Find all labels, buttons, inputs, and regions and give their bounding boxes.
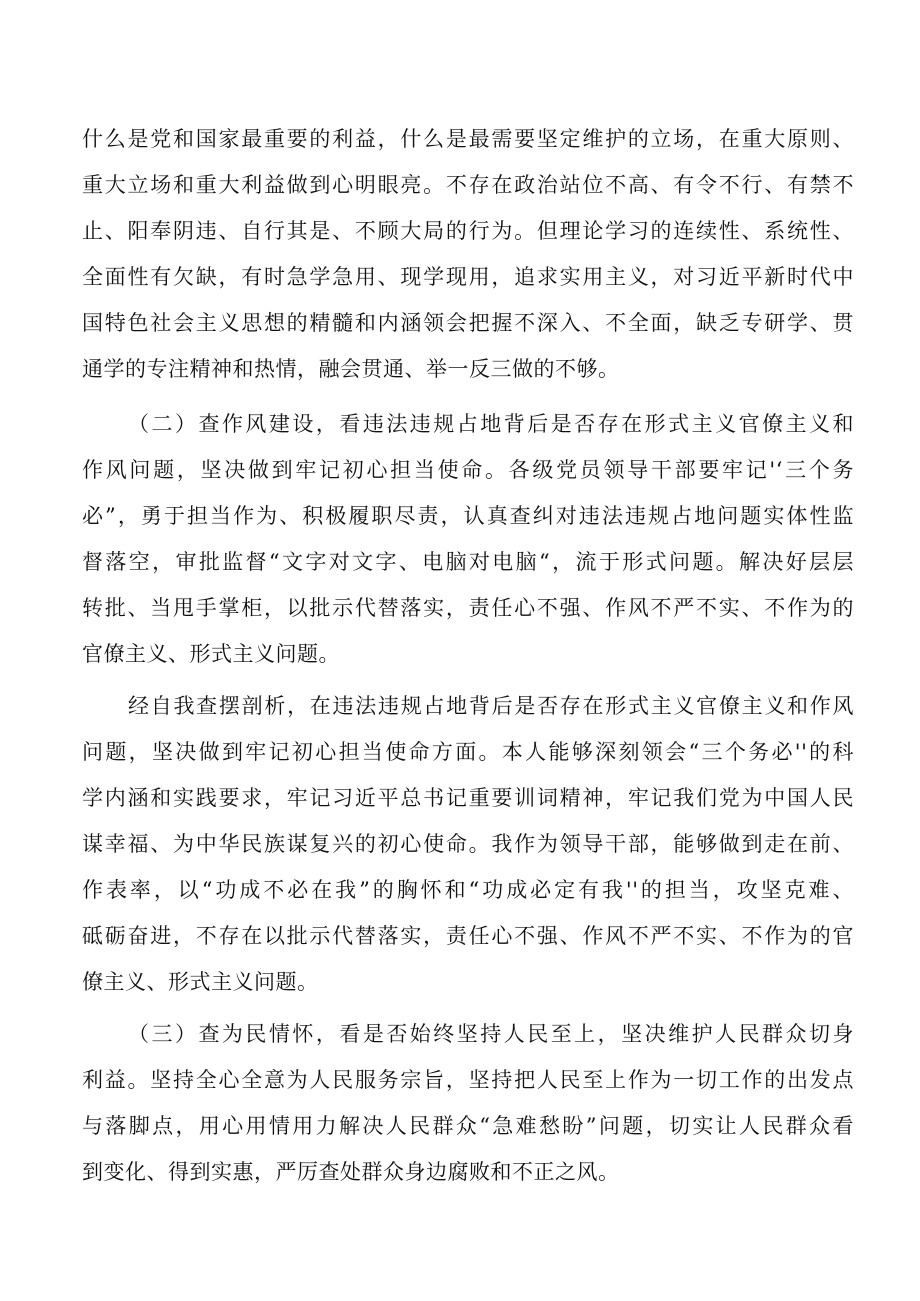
paragraph-2 xyxy=(82,401,854,677)
text-line: 国特色社会主义思想的精髓和内涵领会把握不深入、不全面，缺乏专研学、贯 xyxy=(82,311,854,335)
text-line: 督落空，审批监督“文字对文字、电脑对电脑“，流于形式问题。解决好层层 xyxy=(82,550,854,574)
paragraph-1 xyxy=(82,116,854,392)
text-line: 经自我查摆剖析，在违法违规占地背后是否存在形式主义官僚主义和作风 xyxy=(128,694,854,718)
text-line: 问题，坚决做到牢记初心担当使命方面。本人能够深刻领会“三个务必''的科 xyxy=(82,740,854,764)
text-line: 僚主义、形式主义问题。 xyxy=(82,970,319,994)
text-line: 学内涵和实践要求，牢记习近平总书记重要训词精神，牢记我们党为中国人民 xyxy=(82,786,854,810)
text-line: 与落脚点，用心用情用力解决人民群众“急难愁盼”问题，切实让人民群众看 xyxy=(82,1114,854,1138)
text-line: 通学的专注精神和热情，融会贯通、举一反三做的不够。 xyxy=(82,357,620,381)
text-line: 到变化、得到实惠，严厉查处群众身边腐败和不正之风。 xyxy=(82,1160,620,1184)
paragraph-3 xyxy=(82,683,854,1005)
text-line: 全面性有欠缺，有时急学急用、现学现用，追求实用主义，对习近平新时代中 xyxy=(82,265,854,289)
text-line: 利益。坚持全心全意为人民服务宗旨，坚持把人民至上作为一切工作的出发点 xyxy=(82,1068,854,1092)
text-line: 作风问题，坚决做到牢记初心担当使命。各级党员领导干部要牢记'‘三个务 xyxy=(82,458,854,482)
paragraph-4 xyxy=(82,1011,854,1195)
text-line: 重大立场和重大利益做到心明眼亮。不存在政治站位不高、有令不行、有禁不 xyxy=(82,173,854,197)
text-line: 官僚主义、形式主义问题。 xyxy=(82,642,340,666)
text-line: 转批、当甩手掌柜，以批示代替落实，责任心不强、作风不严不实、不作为的 xyxy=(82,596,854,620)
text-line: 止、阳奉阴违、自行其是、不顾大局的行为。但理论学习的连续性、系统性、 xyxy=(82,219,854,243)
text-line: （二）查作风建设，看违法违规占地背后是否存在形式主义官僚主义和 xyxy=(128,412,854,436)
text-line: 作表率，以“功成不必在我”的胸怀和“功成必定有我''的担当，攻坚克难、 xyxy=(82,878,854,902)
text-line: 必”，勇于担当作为、积极履职尽责，认真查纠对违法违规占地问题实体性监 xyxy=(82,504,854,528)
text-line: （三）查为民情怀，看是否始终坚持人民至上，坚决维护人民群众切身 xyxy=(128,1022,854,1046)
text-line: 砥砺奋进，不存在以批示代替落实，责任心不强、作风不严不实、不作为的官 xyxy=(82,924,854,948)
text-line: 什么是党和国家最重要的利益，什么是最需要坚定维护的立场，在重大原则、 xyxy=(82,127,854,151)
text-line: 谋幸福、为中华民族谋复兴的初心使命。我作为领导干部，能够做到走在前、 xyxy=(82,832,854,856)
